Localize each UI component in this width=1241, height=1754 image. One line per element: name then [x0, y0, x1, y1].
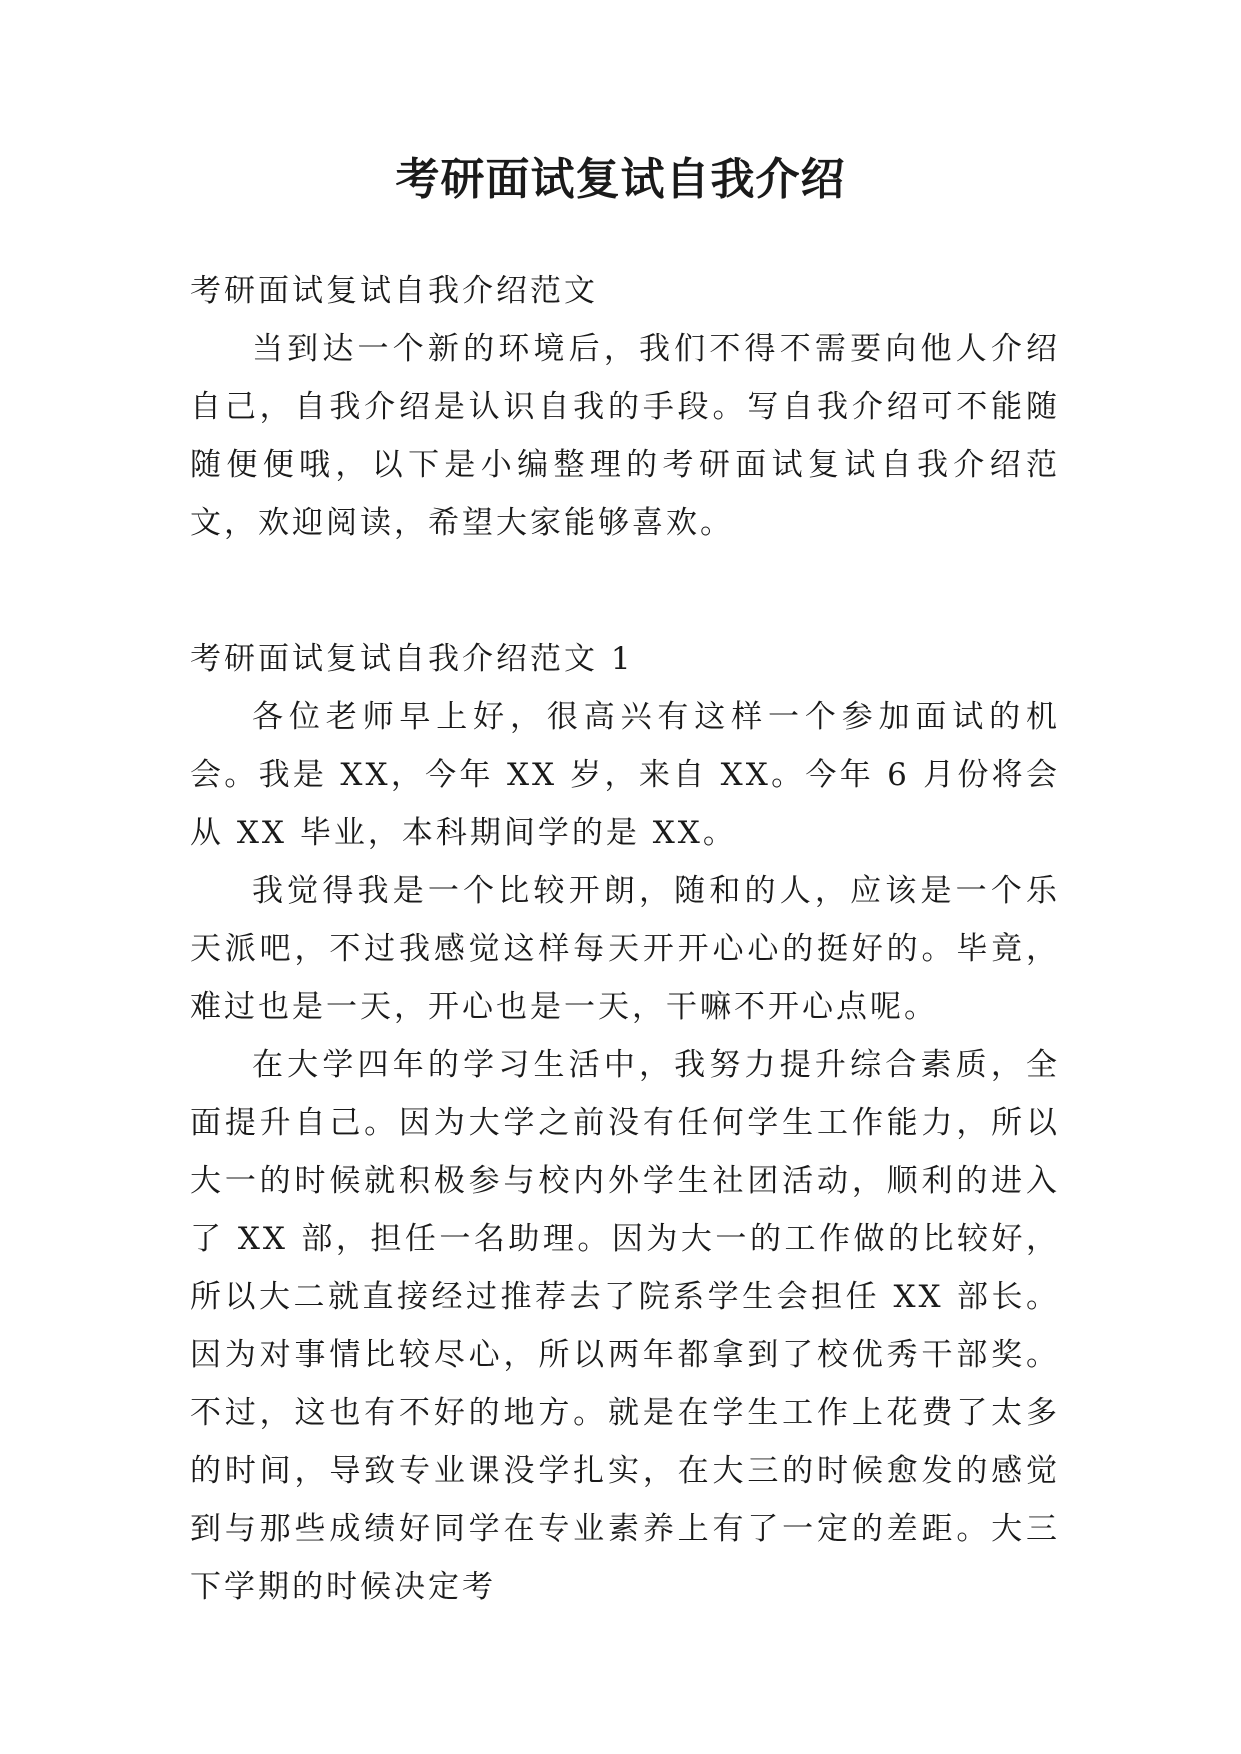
sample-1-section: [190, 630, 1060, 1616]
paragraph: 在大学四年的学习生活中，我努力提升综合素质，全面提升自己。因为大学之前没有任何学生工作能力，所以大一的时候就积极参与校内外学生社团活动，顺利的进入了 XX 部，担任一名助理。因为大一的工作做的比较好，所以大二就直接经过推荐去了院系学生会担任 XX 部长。因为对事情比较尽心，所以两年都拿到了校优秀干部奖。不过，这也有不好的地方。就是在学生工作上花费了太多的时间，导致专业课没学扎实，在大三的时候愈发的感觉到与那些成绩好同学在专业素养上有了一定的差距。大三下学期的时候决定考: [190, 1047, 1060, 1605]
paragraph: 各位老师早上好，很高兴有这样一个参加面试的机会。我是 XX，今年 XX 岁，来自 XX。今年 6 月份将会从 XX 毕业，本科期间学的是 XX。: [190, 699, 1060, 851]
document-title: 考研面试复试自我介绍: [395, 154, 846, 205]
section-heading: 考研面试复试自我介绍范文: [190, 273, 598, 309]
paragraph: 当到达一个新的环境后，我们不得不需要向他人介绍自己，自我介绍是认识自我的手段。写自我介绍可不能随随便便哦，以下是小编整理的考研面试复试自我介绍范文，欢迎阅读，希望大家能够喜欢。: [190, 331, 1060, 541]
section-heading: 考研面试复试自我介绍范文 1: [190, 641, 634, 677]
paragraph: 我觉得我是一个比较开朗，随和的人，应该是一个乐天派吧，不过我感觉这样每天开开心心的挺好的。毕竟，难过也是一天，开心也是一天，干嘛不开心点呢。: [190, 873, 1060, 1025]
intro-section: [190, 262, 1060, 552]
